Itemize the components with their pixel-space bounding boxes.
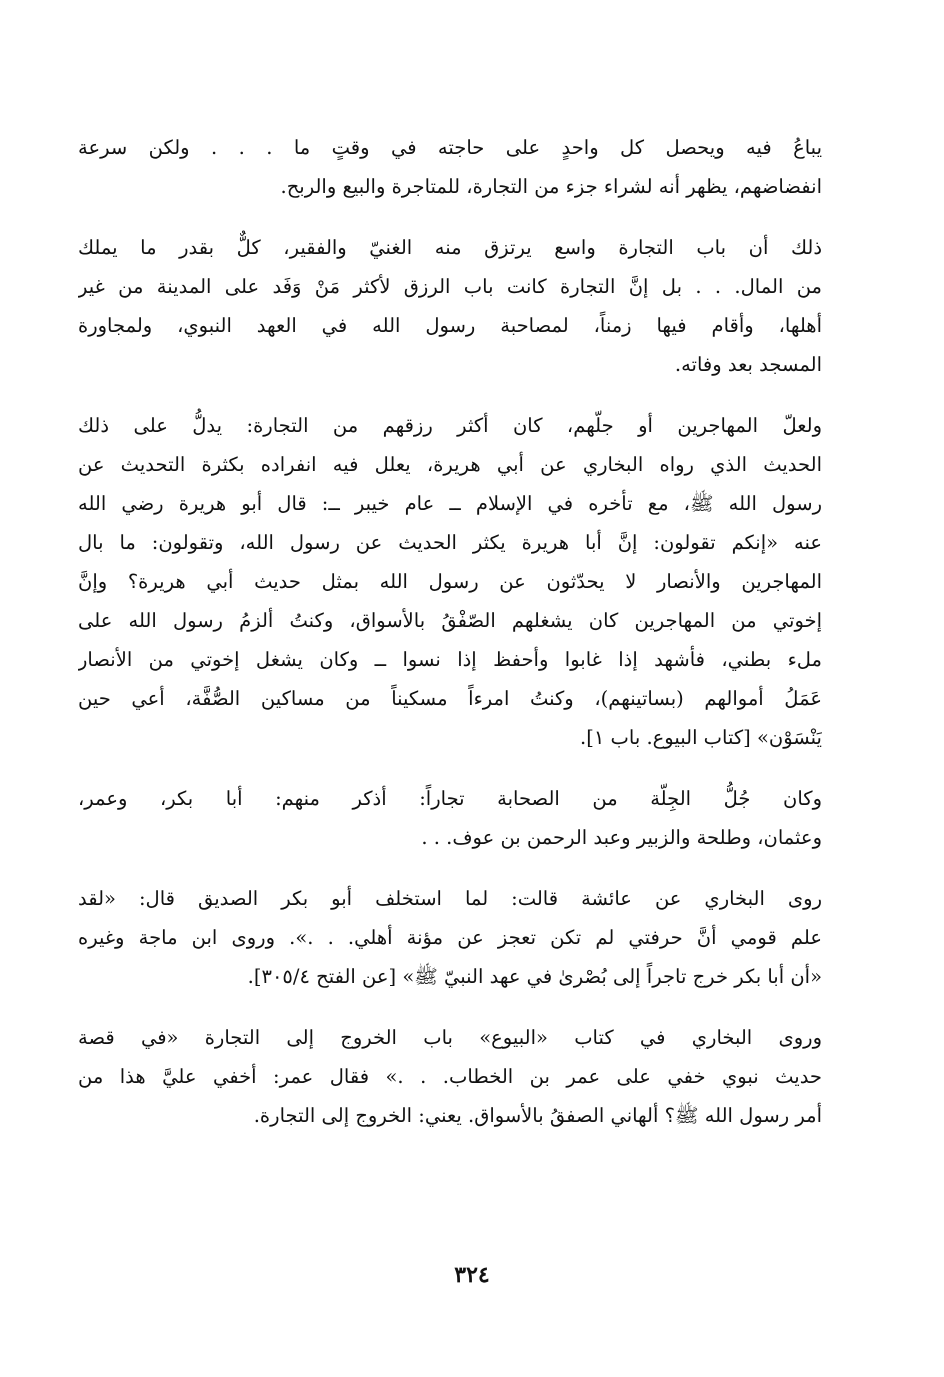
text-line: يَنْسَوْن» [كتاب البيوع. باب ١].: [580, 726, 822, 749]
text-line: وكان جُلُّ الجِلّة من الصحابة تجاراً: أذكر منهم: أبا بكر، وعمر،: [78, 787, 822, 810]
text-line: الحديث الذي رواه البخاري عن أبي هريرة، يعلل فيه انفراده بكثرة التحديث عن: [78, 453, 822, 476]
text-line: علم قومي أنَّ حرفتي لم تكن تعجز عن مؤنة أهلي. . .». وروى ابن ماجة وغيره: [78, 926, 822, 949]
page-number: ٣٢٤: [454, 1262, 490, 1288]
paragraph-5: [78, 879, 822, 996]
text-line: وروى البخاري في كتاب «البيوع» باب الخروج إلى التجارة «في قصة: [78, 1026, 822, 1049]
text-line: المهاجرين والأنصار لا يحدّثون عن رسول الله بمثل حديث أبي هريرة؟ وإنَّ: [78, 570, 822, 593]
text-line: عَمَلُ أموالهم (بساتينهم)، وكنتُ امرءاً مسكيناً من مساكين الصُّفَّة، أعي حين: [78, 687, 822, 710]
paragraph-3: [78, 406, 822, 757]
text-line: أهلها، وأقام فيها زمناً، لمصاحبة رسول الله في العهد النبوي، ولمجاورة: [78, 314, 822, 337]
text-line: ذلك أن باب التجارة واسع يرتزق منه الغنيّ والفقير، كلٌّ بقدر ما يملك: [78, 236, 822, 259]
text-line: ولعلّ المهاجرين أو جلّهم، كان أكثر رزقهم من التجارة: يدلُّ على ذلك: [78, 414, 822, 437]
text-line: روى البخاري عن عائشة قالت: لما استخلف أبو بكر الصديق قال: «لقد: [78, 887, 822, 910]
paragraph-2: [78, 228, 822, 384]
text-line: إخوتي من المهاجرين كان يشغلهم الصّفْقُ بالأسواق، وكنتُ ألزمُ رسول الله على: [78, 609, 822, 632]
paragraph-6: [78, 1018, 822, 1135]
text-line: يباعُ فيه ويحصل كل واحدٍ على حاجته في وقتٍ ما . . . ولكن سرعة: [78, 136, 822, 159]
paragraph-1: [78, 128, 822, 206]
text-line: ملء بطني، فأشهد إذا غابوا وأحفظ إذا نسوا ــ وكان يشغل إخوتي من الأنصار: [78, 648, 822, 671]
text-line: أمر رسول الله ﷺ؟ ألهاني الصفقُ بالأسواق. يعني: الخروج إلى التجارة.: [253, 1104, 822, 1127]
text-line: حديث نبوي خفي على عمر بن الخطاب. . .» فقال عمر: أخفي عليَّ هذا من: [78, 1065, 822, 1088]
text-line: انفضاضهم، يظهر أنه لشراء جزء من التجارة، للمتاجرة والبيع والربح.: [280, 175, 822, 198]
text-line: «أن أبا بكر خرج تاجراً إلى بُصْرىٰ في عهد النبيّ ﷺ» [عن الفتح ٣٠٥/٤].: [247, 965, 822, 988]
text-line: عنه «إنكم تقولون: إنَّ أبا هريرة يكثر الحديث عن رسول الله، وتقولون: ما بال: [78, 531, 822, 554]
text-line: من المال. . . بل إنَّ التجارة كانت باب الرزق لأكثر مَنْ وَفَد على المدينة من غير: [78, 275, 822, 298]
text-line: المسجد بعد وفاته.: [674, 353, 822, 376]
paragraph-4: [78, 779, 822, 857]
text-line: وعثمان، وطلحة والزبير وعبد الرحمن بن عوف. . .: [421, 826, 822, 849]
page-body: [78, 128, 822, 1157]
text-line: رسول الله ﷺ، مع تأخره في الإسلام ــ عام خيبر ــ: قال أبو هريرة رضي الله: [78, 492, 822, 515]
